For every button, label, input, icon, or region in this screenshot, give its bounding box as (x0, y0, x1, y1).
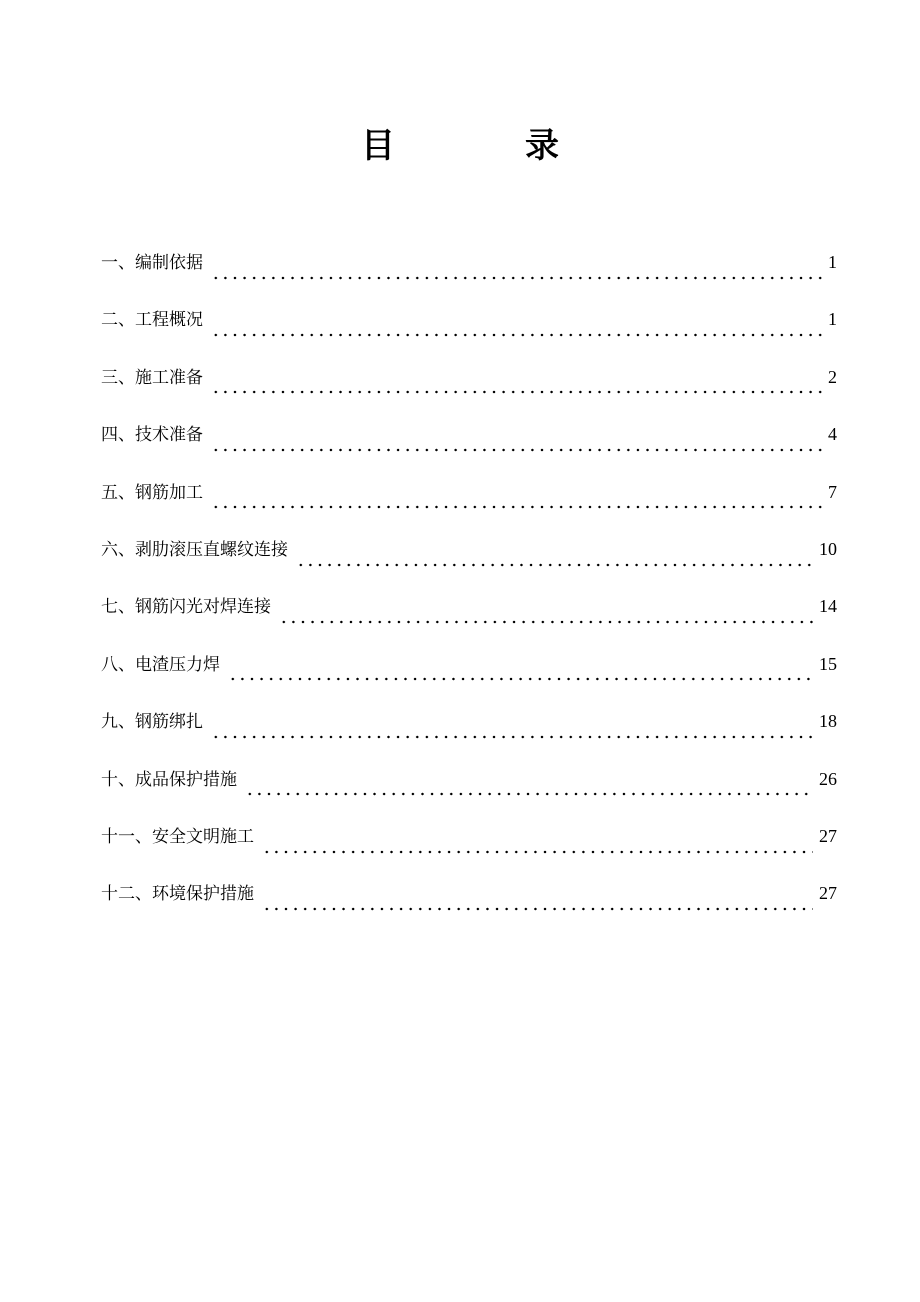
toc-entry-11[interactable] (101, 820, 837, 877)
dot-leader (211, 276, 822, 280)
dot-leader (245, 792, 813, 796)
dot-leader (262, 850, 813, 854)
dot-leader (211, 735, 813, 739)
toc-entry-label: 九、钢筋绑扎 (101, 712, 203, 733)
toc-entry-3[interactable] (101, 361, 837, 418)
toc-entry-label: 十一、安全文明施工 (101, 826, 254, 847)
dot-leader (228, 677, 813, 681)
dot-leader (262, 907, 813, 911)
toc-entry-10[interactable] (101, 763, 837, 820)
toc-entry-page: 2 (828, 366, 837, 387)
toc-entry-label: 六、剥肋滚压直螺纹连接 (101, 539, 288, 560)
toc-entry-label: 十二、环境保护措施 (101, 884, 254, 905)
toc-entry-page: 1 (828, 252, 837, 272)
toc-entry-1[interactable] (101, 246, 837, 303)
toc-entry-4[interactable] (101, 418, 837, 475)
toc-entry-label: 十、成品保护措施 (101, 769, 237, 790)
toc-list (101, 246, 837, 935)
toc-entry-2[interactable] (101, 303, 837, 360)
toc-entry-page: 18 (819, 711, 837, 732)
toc-entry-label: 五、钢筋加工 (101, 482, 203, 503)
dot-leader (211, 505, 822, 509)
dot-leader (279, 620, 813, 624)
toc-entry-page: 15 (819, 653, 837, 674)
dot-leader (296, 563, 813, 567)
toc-entry-page: 27 (819, 883, 837, 904)
toc-entry-label: 八、电渣压力焊 (101, 654, 220, 675)
toc-entry-label: 一、编制依据 (101, 253, 203, 273)
toc-entry-page: 10 (819, 538, 837, 559)
toc-entry-5[interactable] (101, 476, 837, 533)
toc-entry-9[interactable] (101, 705, 837, 762)
toc-entry-page: 27 (819, 825, 837, 846)
toc-title: 目 录 (361, 126, 607, 166)
dot-leader (211, 448, 822, 452)
toc-entry-label: 四、技术准备 (101, 425, 203, 446)
toc-entry-8[interactable] (101, 648, 837, 705)
toc-entry-page: 7 (828, 481, 837, 502)
toc-entry-label: 七、钢筋闪光对焊连接 (101, 597, 271, 618)
toc-entry-page: 26 (819, 768, 837, 789)
dot-leader (211, 390, 822, 394)
toc-entry-label: 二、工程概况 (101, 310, 203, 331)
toc-entry-12[interactable] (101, 877, 837, 934)
toc-entry-page: 1 (828, 309, 837, 330)
toc-entry-label: 三、施工准备 (101, 367, 203, 388)
dot-leader (211, 333, 822, 337)
toc-entry-page: 14 (819, 596, 837, 617)
toc-entry-6[interactable] (101, 533, 837, 590)
toc-entry-7[interactable] (101, 590, 837, 647)
toc-entry-page: 4 (828, 424, 837, 445)
